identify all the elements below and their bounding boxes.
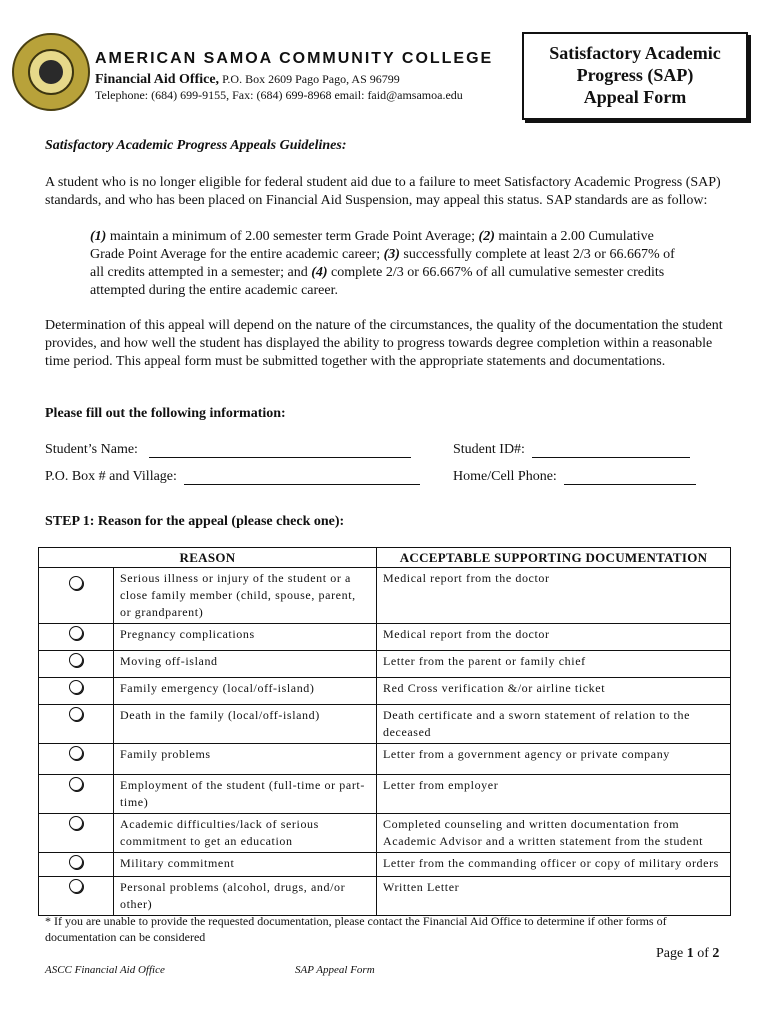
page-number (656, 946, 719, 962)
documentation-column-header: ACCEPTABLE SUPPORTING DOCUMENTATION (377, 548, 731, 568)
documentation-footnote: * If you are unable to provide the requested documentation, please contact the Financial Aid Office to determine if other forms of documentation can be considered (45, 914, 667, 944)
reason-radio-button[interactable] (69, 879, 83, 893)
phone-field[interactable] (564, 470, 696, 485)
po-box-field[interactable] (184, 470, 420, 485)
standard-3: successfully complete at least 2/3 or 66.667% of all credits attempted in a semester; and (90, 247, 675, 280)
reason-cell: Moving off-island (114, 651, 377, 678)
table-row (39, 775, 731, 814)
standard-1: maintain a minimum of 2.00 semester term Grade Point Average; (106, 229, 479, 244)
form-title-line-1: Satisfactory Academic (549, 43, 721, 63)
reason-cell: Military commitment (114, 853, 377, 877)
reason-radio-button[interactable] (69, 707, 83, 721)
phone-row (453, 469, 696, 485)
reason-column-header: REASON (39, 548, 377, 568)
table-row (39, 853, 731, 877)
reason-radio-button[interactable] (69, 576, 83, 590)
reason-radio-button[interactable] (69, 626, 83, 640)
documentation-cell: Completed counseling and written documentation from Academic Advisor and a written statement from the student (377, 814, 731, 853)
table-row (39, 705, 731, 744)
reason-radio-button[interactable] (69, 855, 83, 869)
page-prefix: Page (656, 946, 687, 961)
standard-number-1: (1) (90, 229, 107, 244)
page-total: 2 (712, 946, 720, 961)
office-name: Financial Aid Office, (95, 72, 220, 87)
table-row (39, 678, 731, 705)
reason-cell: Personal problems (alcohol, drugs, and/or other) (114, 877, 377, 916)
reason-radio-button[interactable] (69, 816, 83, 830)
documentation-cell: Letter from employer (377, 775, 731, 814)
seal-emblem (28, 49, 74, 95)
documentation-cell: Red Cross verification &/or airline ticket (377, 678, 731, 705)
reason-cell: Pregnancy complications (114, 624, 377, 651)
table-row (39, 651, 731, 678)
office-address: P.O. Box 2609 Pago Pago, AS 96799 (219, 72, 400, 86)
table-row (39, 568, 731, 624)
student-name-row (45, 442, 411, 458)
reason-cell: Employment of the student (full-time or part-time) (114, 775, 377, 814)
college-name: AMERICAN SAMOA COMMUNITY COLLEGE (95, 50, 494, 67)
documentation-cell: Letter from the commanding officer or copy of military orders (377, 853, 731, 877)
documentation-cell: Letter from the parent or family chief (377, 651, 731, 678)
table-header-row (39, 548, 731, 568)
reason-radio-button[interactable] (69, 746, 83, 760)
contact-line: Telephone: (684) 699-9155, Fax: (684) 699-8968 email: faid@amsamoa.edu (95, 88, 463, 102)
guidelines-heading: Satisfactory Academic Progress Appeals Guidelines: (45, 138, 347, 153)
student-name-label: Student’s Name: (45, 442, 138, 457)
reason-radio-button[interactable] (69, 653, 83, 667)
documentation-cell: Medical report from the doctor (377, 624, 731, 651)
table-row (39, 814, 731, 853)
table-row (39, 744, 731, 775)
reason-cell: Family emergency (local/off-island) (114, 678, 377, 705)
page-current: 1 (686, 946, 694, 961)
standard-number-2: (2) (478, 229, 495, 244)
office-line (95, 72, 400, 88)
footer-form-name: SAP Appeal Form (295, 964, 375, 976)
documentation-cell: Death certificate and a sworn statement of relation to the deceased (377, 705, 731, 744)
form-title-box (522, 32, 748, 120)
page-of: of (693, 946, 713, 961)
student-id-row (453, 442, 690, 458)
college-seal-logo (12, 33, 90, 111)
po-box-row (45, 469, 420, 485)
standard-4: complete 2/3 or 66.667% of all cumulative semester credits attempted during the entire academic career. (90, 265, 665, 298)
standard-number-4: (4) (311, 265, 328, 280)
form-title-line-2: Progress (SAP) (576, 65, 694, 85)
footer-office: ASCC Financial Aid Office (45, 964, 165, 976)
reason-radio-button[interactable] (69, 777, 83, 791)
phone-label: Home/Cell Phone: (453, 469, 557, 484)
table-row (39, 624, 731, 651)
student-id-field[interactable] (532, 443, 690, 458)
reason-cell: Death in the family (local/off-island) (114, 705, 377, 744)
student-name-field[interactable] (149, 443, 411, 458)
student-id-label: Student ID#: (453, 442, 525, 457)
po-box-label: P.O. Box # and Village: (45, 469, 177, 484)
form-title-line-3: Appeal Form (583, 87, 687, 107)
table-row (39, 877, 731, 916)
determination-paragraph: Determination of this appeal will depend on the nature of the circumstances, the quality of the documentation the student provides, and how well the student has displayed the ability to progress towards degree completion within a reasonable time period. This appeal form must be submitted together with the appropriate statements and documentations. (45, 318, 723, 369)
documentation-cell: Written Letter (377, 877, 731, 916)
reason-cell: Academic difficulties/lack of serious commitment to get an education (114, 814, 377, 853)
fill-out-heading: Please fill out the following information: (45, 406, 286, 421)
documentation-cell: Letter from a government agency or private company (377, 744, 731, 775)
reason-cell: Serious illness or injury of the student or a close family member (child, spouse, parent, or grandparent) (114, 568, 377, 624)
standard-2: maintain a 2.00 Cumulative Grade Point Average for the entire academic career; (90, 229, 654, 262)
standard-number-3: (3) (383, 247, 400, 262)
step1-heading: STEP 1: Reason for the appeal (please check one): (45, 514, 345, 529)
intro-paragraph: A student who is no longer eligible for federal student aid due to a failure to meet Satisfactory Academic Progress (SAP) standards, and who has been placed on Financial Aid Suspension, may appeal this status. SAP standards are as follow: (45, 175, 721, 208)
documentation-cell: Medical report from the doctor (377, 568, 731, 624)
sap-standards (90, 228, 690, 300)
reason-radio-button[interactable] (69, 680, 83, 694)
reasons-table (38, 547, 731, 916)
reason-cell: Family problems (114, 744, 377, 775)
